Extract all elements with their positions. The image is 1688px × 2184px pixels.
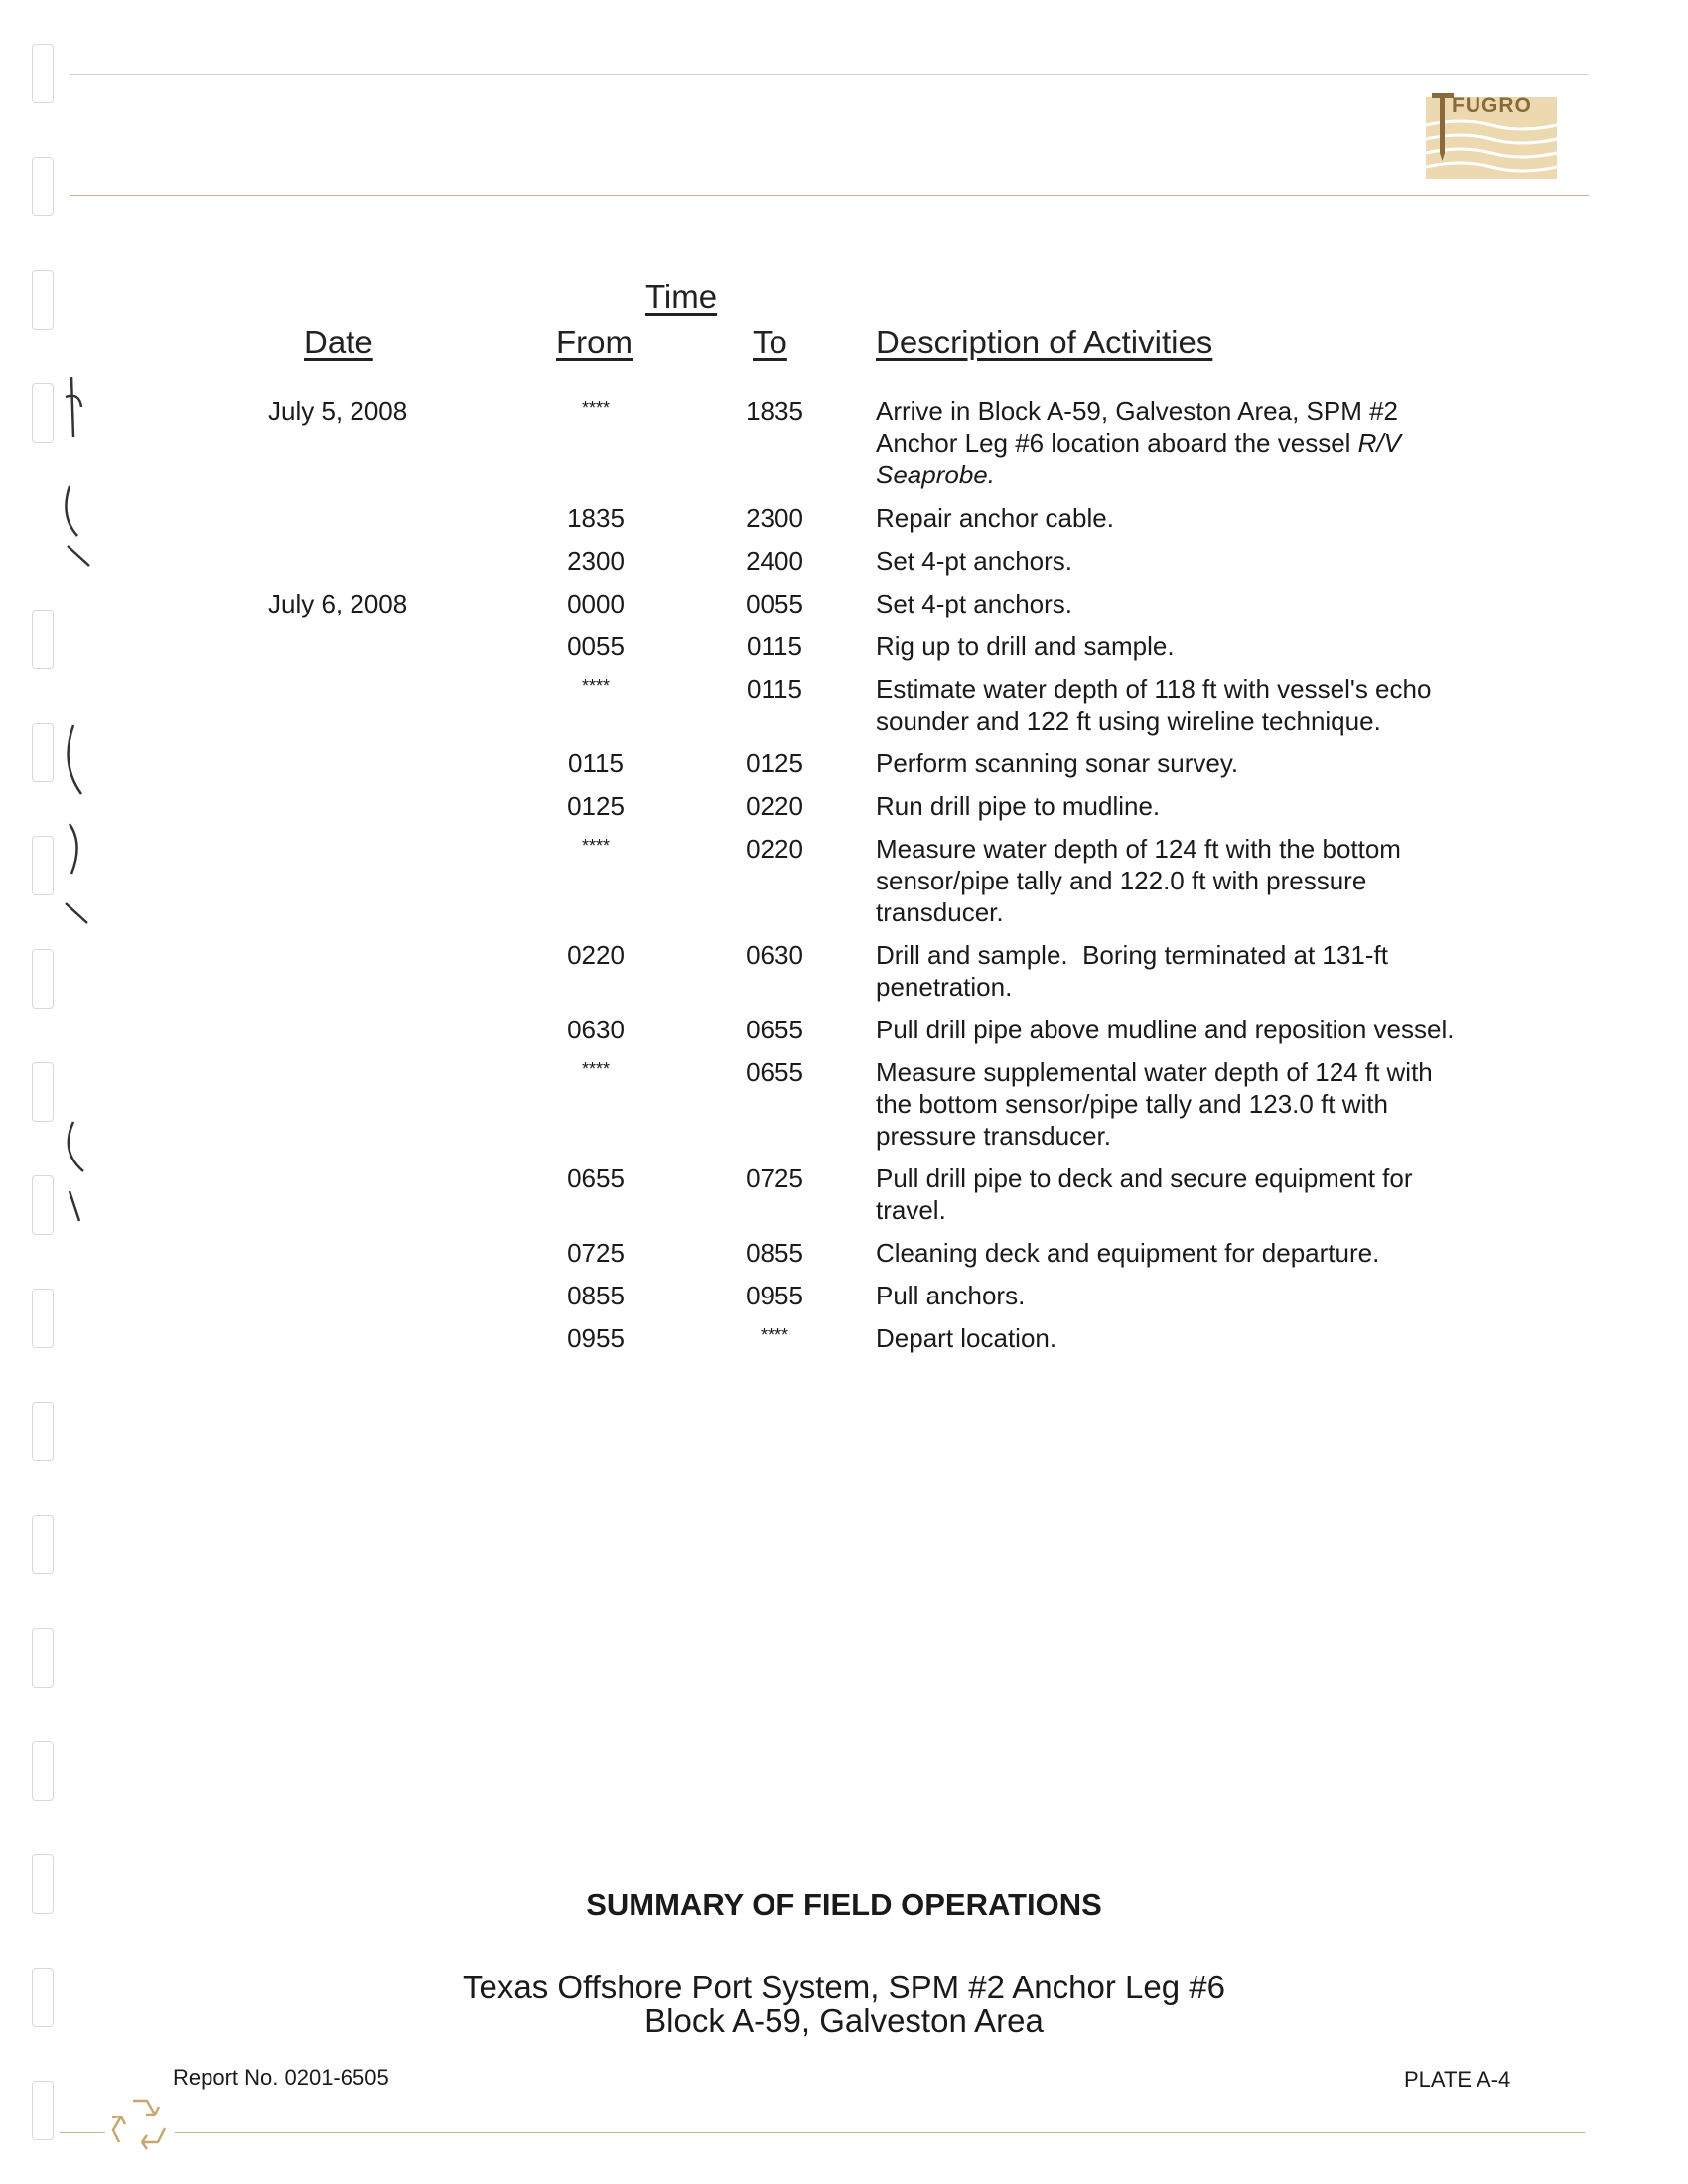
row-from: 0955 — [567, 1323, 625, 1353]
row-from: 0630 — [567, 1015, 625, 1044]
row-description: Set 4-pt anchors. — [876, 546, 1072, 576]
row-date: July 5, 2008 — [268, 396, 408, 426]
top-rule — [70, 74, 1589, 75]
from-header: From — [556, 324, 633, 360]
header-rule — [70, 195, 1589, 196]
row-to: 0855 — [746, 1238, 803, 1268]
row-to: 0220 — [746, 791, 803, 821]
project-subtitle: Texas Offshore Port System, SPM #2 Anchor Leg #6 — [463, 1969, 1225, 2005]
binder-hole — [32, 157, 54, 216]
row-to: 0955 — [746, 1281, 803, 1310]
page-title: SUMMARY OF FIELD OPERATIONS — [586, 1887, 1102, 1922]
row-description: Cleaning deck and equipment for departure. — [876, 1238, 1380, 1268]
row-description: Arrive in Block A-59, Galveston Area, SPM #2 Anchor Leg #6 location aboard the vessel R/V Seaprobe. — [876, 396, 1402, 489]
row-description: Estimate water depth of 118 ft with vessel's echo sounder and 122 ft using wireline technique. — [876, 674, 1432, 736]
row-to: 0055 — [746, 589, 803, 618]
date-header: Date — [304, 324, 373, 360]
row-from: 0655 — [567, 1163, 625, 1193]
row-from: 0220 — [567, 940, 625, 970]
bottom-rule — [175, 2132, 1585, 2133]
report-number: Report No. 0201-6505 — [173, 2065, 389, 2090]
row-from: **** — [581, 1059, 611, 1079]
row-to: 0125 — [746, 749, 803, 778]
row-from: **** — [581, 836, 611, 856]
svg-text:FUGRO: FUGRO — [1452, 94, 1532, 117]
recycle-icon — [105, 2093, 175, 2156]
row-description: Drill and sample. Boring terminated at 131-ft penetration. — [876, 940, 1388, 1002]
binder-hole — [32, 2081, 54, 2140]
binder-hole — [32, 1628, 54, 1688]
row-description: Pull anchors. — [876, 1281, 1026, 1310]
row-description: Rig up to drill and sample. — [876, 631, 1175, 661]
row-description: Repair anchor cable. — [876, 503, 1114, 533]
row-to: **** — [760, 1325, 789, 1345]
binder-hole — [32, 1289, 54, 1348]
row-description: Pull drill pipe above mudline and reposition vessel. — [876, 1015, 1455, 1044]
fugro-logo-icon — [1422, 85, 1561, 185]
row-from: 2300 — [567, 546, 625, 576]
binder-hole — [32, 270, 54, 330]
binder-hole — [32, 1402, 54, 1461]
bottom-rule-left — [60, 2132, 105, 2133]
row-from: 0000 — [567, 589, 625, 618]
row-to: 0220 — [746, 834, 803, 864]
binder-hole — [32, 1741, 54, 1801]
binder-hole — [32, 44, 54, 103]
handwritten-margin-notes — [30, 367, 109, 1241]
row-description: Run drill pipe to mudline. — [876, 791, 1161, 821]
row-description: Perform scanning sonar survey. — [876, 749, 1239, 778]
fugro-logo — [1422, 85, 1561, 185]
row-to: 2400 — [746, 546, 803, 576]
row-description: Pull drill pipe to deck and secure equipment for travel. — [876, 1163, 1413, 1225]
description-header: Description of Activities — [876, 324, 1213, 360]
binder-hole — [32, 1515, 54, 1574]
row-to: 0115 — [747, 674, 802, 704]
row-from: 0725 — [567, 1238, 625, 1268]
row-from: 0055 — [567, 631, 625, 661]
row-to: 0630 — [746, 940, 803, 970]
row-from: **** — [581, 398, 611, 418]
row-description: Depart location. — [876, 1323, 1057, 1353]
row-from: 0855 — [567, 1281, 625, 1310]
row-from: 1835 — [567, 503, 625, 533]
time-header: Time — [645, 278, 718, 315]
row-from: 0125 — [567, 791, 625, 821]
row-to: 0725 — [746, 1163, 803, 1193]
row-to: 0655 — [746, 1057, 803, 1087]
row-description: Set 4-pt anchors. — [876, 589, 1072, 618]
row-to: 0115 — [747, 631, 802, 661]
row-from: 0115 — [568, 749, 624, 778]
row-to: 0655 — [746, 1015, 803, 1044]
row-date: July 6, 2008 — [268, 589, 408, 618]
row-from: **** — [581, 676, 611, 696]
row-to: 1835 — [746, 396, 803, 426]
plate-number: PLATE A-4 — [1404, 2067, 1511, 2092]
to-header: To — [753, 324, 787, 360]
row-to: 2300 — [746, 503, 803, 533]
row-description: Measure water depth of 124 ft with the bottom sensor/pipe tally and 122.0 ft with pressure transducer. — [876, 834, 1401, 927]
location-subtitle: Block A-59, Galveston Area — [644, 2002, 1044, 2039]
row-description: Measure supplemental water depth of 124 ft with the bottom sensor/pipe tally and 123.0 ft with pressure transducer. — [876, 1057, 1433, 1151]
